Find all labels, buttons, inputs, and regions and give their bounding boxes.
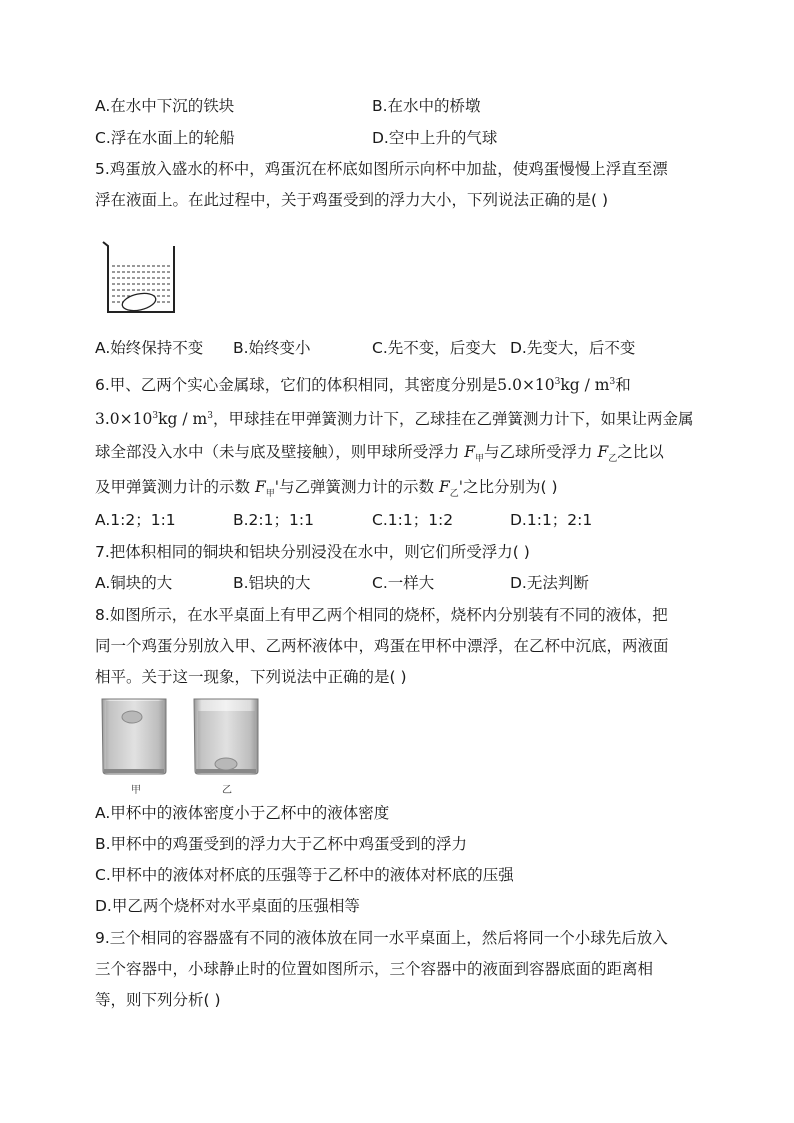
q6-option-d: D.1:1；2:1 bbox=[510, 511, 593, 529]
q6-option-b: B.2:1；1:1 bbox=[233, 511, 314, 529]
density-jia: $5.0\times 10^3kg / m^3$ bbox=[497, 376, 616, 395]
q7-option-b: B.铝块的大 bbox=[233, 574, 311, 592]
q6-option-c: C.1:1；1:2 bbox=[372, 511, 454, 529]
f-yi-symbol: $F_乙$ bbox=[597, 443, 618, 465]
label-yi: 乙 bbox=[222, 785, 232, 796]
q8-beakers-figure bbox=[100, 697, 265, 777]
q7-stem: 7.把体积相同的铜块和铝块分别浸没在水中，则它们所受浮力( ) bbox=[95, 543, 530, 561]
f-jia-symbol: $F_甲$ bbox=[464, 443, 484, 465]
q8-stem-line3: 相平。关于这一现象，下列说法中正确的是( ) bbox=[95, 668, 407, 686]
q7-option-d: D.无法判断 bbox=[510, 574, 589, 592]
q8-option-a: A.甲杯中的液体密度小于乙杯中的液体密度 bbox=[95, 804, 390, 822]
egg-jia bbox=[122, 711, 142, 723]
q5-stem-line1: 5.鸡蛋放入盛水的杯中，鸡蛋沉在杯底如图所示向杯中加盐，使鸡蛋慢慢上浮直至漂 bbox=[95, 160, 668, 178]
q9-stem-line2: 三个容器中，小球静止时的位置如图所示，三个容器中的液面到容器底面的距离相 bbox=[95, 960, 654, 978]
beaker-yi bbox=[194, 699, 258, 774]
q8-option-c: C.甲杯中的液体对杯底的压强等于乙杯中的液体对杯底的压强 bbox=[95, 866, 514, 884]
label-jia: 甲 bbox=[131, 785, 141, 796]
f-yi-prime-symbol: $F_乙'$ bbox=[438, 478, 463, 500]
q6-option-a: A.1:2；1:1 bbox=[95, 511, 176, 529]
beaker-jia bbox=[102, 699, 166, 774]
q6-line1-text: 6.甲、乙两个实心金属球，它们的体积相同，其密度分别是 bbox=[95, 376, 498, 395]
q5-option-c: C.先不变，后变大 bbox=[372, 339, 497, 357]
q4-option-c: C.浮在水面上的轮船 bbox=[95, 129, 235, 147]
q5-option-b: B.始终变小 bbox=[233, 339, 311, 357]
q6-stem-line1: 6.甲、乙两个实心金属球，它们的体积相同，其密度分别是$5.0\times 10^3kg / m^3$和 bbox=[95, 376, 631, 395]
density-yi: $3.0\times 10^3kg / m^3$ bbox=[95, 410, 213, 429]
q9-stem-line1: 9.三个相同的容器盛有不同的液体放在同一水平桌面上，然后将同一个小球先后放入 bbox=[95, 929, 668, 947]
f-jia-prime-symbol: $F_甲'$ bbox=[254, 478, 279, 500]
q8-option-b: B.甲杯中的鸡蛋受到的浮力大于乙杯中鸡蛋受到的浮力 bbox=[95, 835, 468, 853]
q4-option-a: A.在水中下沉的铁块 bbox=[95, 97, 235, 115]
q5-stem-line2: 浮在液面上。在此过程中，关于鸡蛋受到的浮力大小，下列说法正确的是( ) bbox=[95, 191, 609, 209]
q5-option-a: A.始终保持不变 bbox=[95, 339, 204, 357]
q8-stem-line1: 8.如图所示，在水平桌面上有甲乙两个相同的烧杯，烧杯内分别装有不同的液体，把 bbox=[95, 606, 668, 624]
q4-option-b: B.在水中的桥墩 bbox=[372, 97, 481, 115]
egg-yi bbox=[215, 758, 237, 770]
q6-stem-line2: $3.0\times 10^3kg / m^3$，甲球挂在甲弹簧测力计下，乙球挂在乙弹簧测力计下，如果让两金属 bbox=[95, 410, 694, 429]
q5-beaker-figure bbox=[100, 240, 180, 314]
q8-stem-line2: 同一个鸡蛋分别放入甲、乙两杯液体中，鸡蛋在甲杯中漂浮，在乙杯中沉底，两液面 bbox=[95, 637, 669, 655]
q7-option-c: C.一样大 bbox=[372, 574, 435, 592]
q7-option-a: A.铜块的大 bbox=[95, 574, 173, 592]
q6-stem-line4: 及甲弹簧测力计的示数 $F_甲'$与乙弹簧测力计的示数 $F_乙'$之比分别为( ) bbox=[95, 478, 558, 500]
q6-stem-line3: 球全部没入水中（未与底及壁接触），则甲球所受浮力 $F_甲$与乙球所受浮力 $F_乙$之比以 bbox=[95, 443, 664, 465]
q5-option-d: D.先变大，后不变 bbox=[510, 339, 636, 357]
q9-stem-line3: 等，则下列分析( ) bbox=[95, 991, 221, 1009]
q4-option-d: D.空中上升的气球 bbox=[372, 129, 498, 147]
q8-option-d: D.甲乙两个烧杯对水平桌面的压强相等 bbox=[95, 897, 360, 915]
